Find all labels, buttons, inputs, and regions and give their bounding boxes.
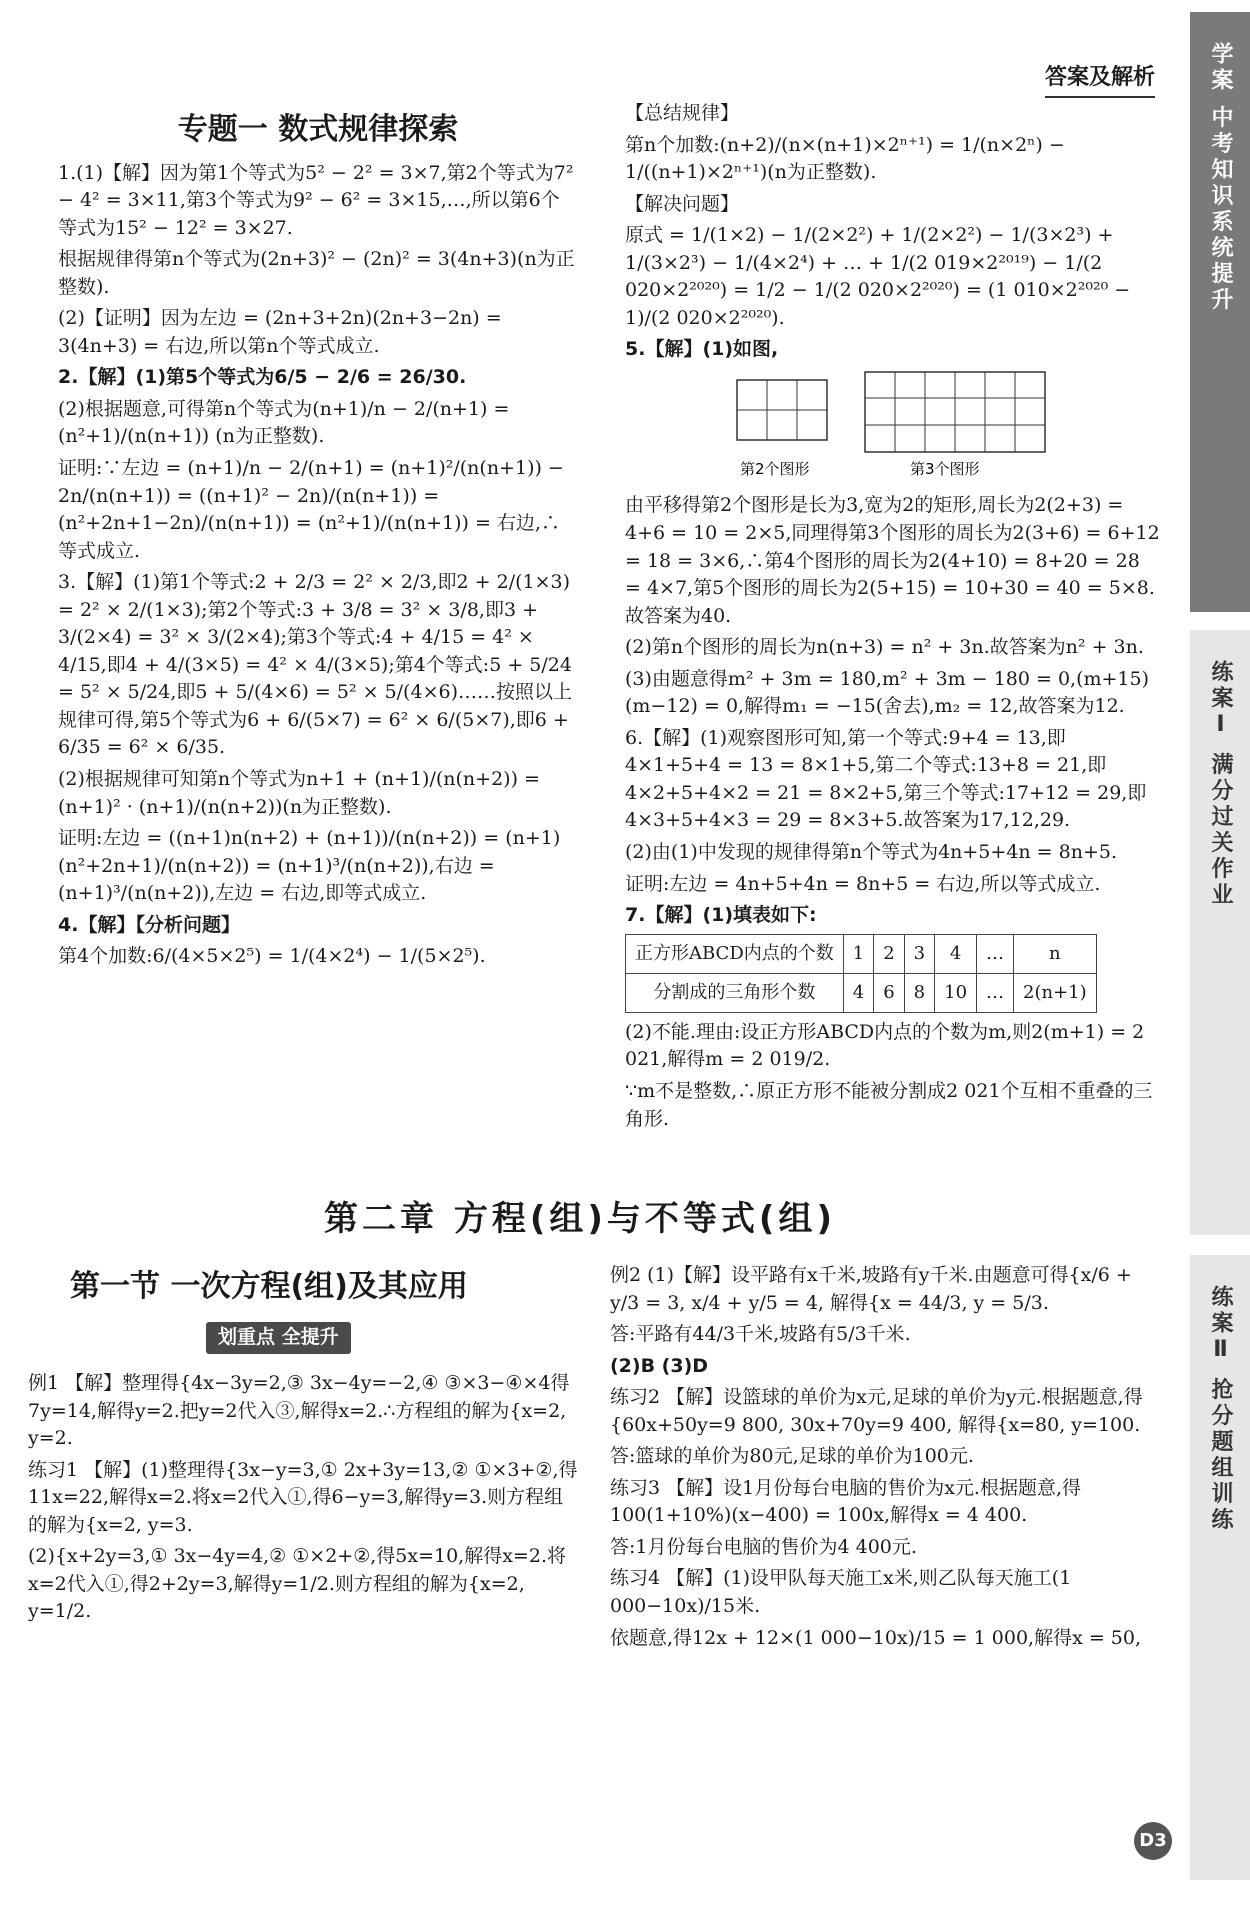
q5-figures [735, 370, 1160, 489]
exercise-2-answer: 答:篮球的单价为80元,足球的单价为100元. [610, 1445, 974, 1468]
example-2: 例2 (1)【解】设平路有x千米,坡路有y千米.由题意可得{x/6 + y/3 = 3, x/4 + y/5 = 4, 解得{x = 44/3, y = 5/3. [610, 1264, 1132, 1314]
table-row [626, 934, 1097, 973]
q7-part2: (2)不能.理由:设正方形ABCD内点的个数为m,则2(m+1) = 2 021,解得m = 2 019/2. [625, 1020, 1145, 1071]
q1-proof: (2)【证明】因为左边 = (2n+3+2n)(2n+3−2n) = 3(4n+3) = 右边,所以第n个等式成立. [58, 307, 502, 357]
q5-figure-svg [735, 370, 1055, 480]
exercise-1-part2: (2){x+2y=3,① 3x−4y=4,② ①×2+②,得5x=10,解得x=2.将x=2代入①,得2+2y=3,解得y=1/2.则方程组的解为{x=2, y=1/2. [28, 1545, 566, 1623]
q6-part2: (2)由(1)中发现的规律得第n个等式为4n+5+4n = 8n+5. [625, 841, 1118, 864]
q4-summary: 第n个加数:(n+2)/(n×(n+1)×2ⁿ⁺¹) = 1/(n×2ⁿ) − 1/((n+1)×2ⁿ⁺¹)(n为正整数). [625, 133, 1065, 184]
side-tab-lianan-2[interactable]: 练案Ⅱ 抢分题组训练 [1190, 1255, 1250, 1880]
q3-part1: 3.【解】(1)第1个等式:2 + 2/3 = 2² × 2/3,即2 + 2/(1×3) = 2² × 2/(1×3);第2个等式:3 + 3/8 = 3² × 3/8,即3 + 3/(2×4) = 3² × 3/(2×4);第3个等式:4 + 4/15 = 4² × 4/15,即4 + 4/(3×5) = 4² × 4/(3×5);第4个等式:5 + 5/24 = 5² × 5/24,即5 + 5/(4×6) = 5² × 5/(4×6)……按照以上规律可得,第5个等式为6 + 6/(5×7) = 6² × 6/(5×7),即6 + 6/35 = 6² × 6/35. [58, 571, 572, 759]
q4-summary-header: 【总结规律】 [625, 102, 740, 124]
q5-part1: 由平移得第2个图形是长为3,宽为2的矩形,周长为2(2+3) = 4+6 = 10 = 2×5,同理得第3个图形的周长为2(3+6) = 6+12 = 18 = 3×6,∴第4个图形的周长为2(4+10) = 8+20 = 28 = 4×7,第5个图形的周长为2(5+15) = 10+30 = 40 = 5×8.故答案为40. [625, 494, 1160, 627]
q6-proof: 证明:左边 = 4n+5+4n = 8n+5 = 右边,所以等式成立. [625, 872, 1101, 895]
q7-table [625, 934, 1097, 1013]
table-cell: 分割成的三角形个数 [626, 973, 844, 1012]
left-column [58, 108, 578, 1183]
table-cell: … [977, 973, 1014, 1012]
table-cell: n [1014, 934, 1097, 973]
side-tab-lianan-1[interactable]: 练案Ⅰ 满分过关作业 [1190, 630, 1250, 1235]
q4-fourth-term: 第4个加数:6/(4×5×2⁵) = 1/(4×2⁴) − 1/(5×2⁵). [58, 945, 486, 968]
q4-solve: 原式 = 1/(1×2) − 1/(2×2²) + 1/(2×2²) − 1/(3×2³) + 1/(3×2³) − 1/(4×2⁴) + … + 1/(2 019×2²⁰¹⁹) − 1/(2 020×2²⁰²⁰) = 1/2 − 1/(2 020×2²⁰²⁰) = (1 010×2²⁰²⁰ − 1)/(2 020×2²⁰²⁰). [625, 224, 1131, 329]
exercise-2: 练习2 【解】设篮球的单价为x元,足球的单价为y元.根据题意,得{60x+50y=9 800, 30x+70y=9 400, 解得{x=80, y=100. [610, 1386, 1143, 1436]
bottom-left-column [28, 1370, 578, 1880]
exercise-4-equation: 依题意,得12x + 12×(1 000−10x)/15 = 1 000,解得x = 50, [610, 1626, 1141, 1649]
figure-2 [737, 380, 827, 440]
q1-rule: 根据规律得第n个等式为(2n+3)² − (2n)² = 3(4n+3)(n为正整数). [58, 248, 575, 298]
q3-proof: 证明:左边 = ((n+1)n(n+2) + (n+1))/(n(n+2)) = (n+1)(n²+2n+1)/(n(n+2)) = (n+1)³/(n(n+2)),右边 = (n+1)³/(n(n+2)),左边 = 右边,即等式成立. [58, 827, 561, 905]
header-label: 答案及解析 [1045, 62, 1155, 98]
table-cell: 3 [904, 934, 934, 973]
example-2-answer: 答:平路有44/3千米,坡路有5/3千米. [610, 1323, 911, 1346]
exercise-3: 练习3 【解】设1月份每台电脑的售价为x元.根据题意,得100(1+10%)(x−400) = 100x,解得x = 4 400. [610, 1476, 1082, 1527]
table-cell: … [977, 934, 1014, 973]
bottom-right-column [610, 1262, 1160, 1882]
q3-part2: (2)根据规律可知第n个等式为n+1 + (n+1)/(n(n+2)) = (n+1)² · (n+1)/(n(n+2))(n为正整数). [58, 767, 540, 818]
table-cell: 正方形ABCD内点的个数 [626, 934, 844, 973]
right-column [625, 100, 1160, 1190]
section-badge: 划重点 全提升 [206, 1322, 351, 1354]
table-cell: 4 [935, 934, 977, 973]
topic-title: 专题一 数式规律探索 [177, 112, 459, 147]
chapter-title: 第二章 方程(组)与不等式(组) [324, 1199, 836, 1239]
fig3-label: 第3个图形 [910, 459, 980, 478]
figure-3 [865, 372, 1045, 452]
q4-solve-header: 【解决问题】 [625, 192, 740, 215]
table-cell: 6 [874, 973, 904, 1012]
page-number: D3 [1134, 1822, 1172, 1860]
exercise-4: 练习4 【解】(1)设甲队每天施工x米,则乙队每天施工(1 000−10x)/15米. [610, 1567, 1072, 1618]
q6-part1: 6.【解】(1)观察图形可知,第一个等式:9+4 = 13,即4×1+5+4 = 13 = 8×1+5,第二个等式:13+8 = 21,即4×2+5+4×2 = 21 = 8×2+5,第三个等式:17+12 = 29,即4×3+5+4×3 = 29 = 8×3+5.故答案为17,12,29. [625, 726, 1147, 832]
q2-proof: 证明:∵左边 = (n+1)/n − 2/(n+1) = (n+1)²/(n(n+1)) − 2n/(n(n+1)) = ((n+1)² − 2n)/(n(n+1)) = (n²+2n+1−2n)/(n(n+1)) = (n²+1)/(n(n+1)) = 右边,∴等式成立. [58, 456, 564, 562]
exercise-1-part1: 练习1 【解】(1)整理得{3x−y=3,① 2x+3y=13,② ①×3+②,得11x=22,解得x=2.将x=2代入①,得6−y=3,解得y=3.则方程组的解为{x=2, y=3. [28, 1458, 578, 1536]
q5-header: 5.【解】(1)如图, [625, 338, 779, 361]
q2-part2: (2)根据题意,可得第n个等式为(n+1)/n − 2/(n+1) = (n²+1)/(n(n+1)) (n为正整数). [58, 397, 510, 448]
q5-part2: (2)第n个图形的周长为n(n+3) = n² + 3n.故答案为n² + 3n. [625, 636, 1144, 659]
exercise-3-answer: 答:1月份每台电脑的售价为4 400元. [610, 1535, 917, 1558]
side-tab-xuean[interactable]: 学案 中考知识系统提升 [1190, 12, 1250, 612]
q1-part1: 1.(1)【解】因为第1个等式为5² − 2² = 3×7,第2个等式为7² − 4² = 3×11,第3个等式为9² − 6² = 3×15,…,所以第6个等式为15² − 12² = 3×27. [58, 161, 574, 239]
table-row [626, 973, 1097, 1012]
table-cell: 1 [843, 934, 873, 973]
q5-part3: (3)由题意得m² + 3m = 180,m² + 3m − 180 = 0,(m+15)(m−12) = 0,解得m₁ = −15(舍去),m₂ = 12,故答案为12. [625, 667, 1150, 718]
fig2-label: 第2个图形 [740, 459, 810, 478]
table-cell: 2 [874, 934, 904, 973]
q4-header: 4.【解】【分析问题】 [58, 913, 240, 936]
q7-header: 7.【解】(1)填表如下: [625, 904, 817, 927]
example-1: 例1 【解】整理得{4x−3y=2,③ 3x−4y=−2,④ ③×3−④×4得7y=14,解得y=2.把y=2代入③,解得x=2.∴方程组的解为{x=2, y=2. [28, 1372, 570, 1450]
table-cell: 4 [843, 973, 873, 1012]
table-cell: 10 [935, 973, 977, 1012]
table-cell: 8 [904, 973, 934, 1012]
section-title: 第一节 一次方程(组)及其应用 [70, 1269, 468, 1304]
table-cell: 2(n+1) [1014, 973, 1097, 1012]
q2-part1: 2.【解】(1)第5个等式为6/5 − 2/6 = 26/30. [58, 366, 467, 389]
q7-conclusion: ∵m不是整数,∴原正方形不能被分割成2 021个互相不重叠的三角形. [625, 1079, 1153, 1130]
example-2-choices: (2)B (3)D [610, 1354, 709, 1377]
